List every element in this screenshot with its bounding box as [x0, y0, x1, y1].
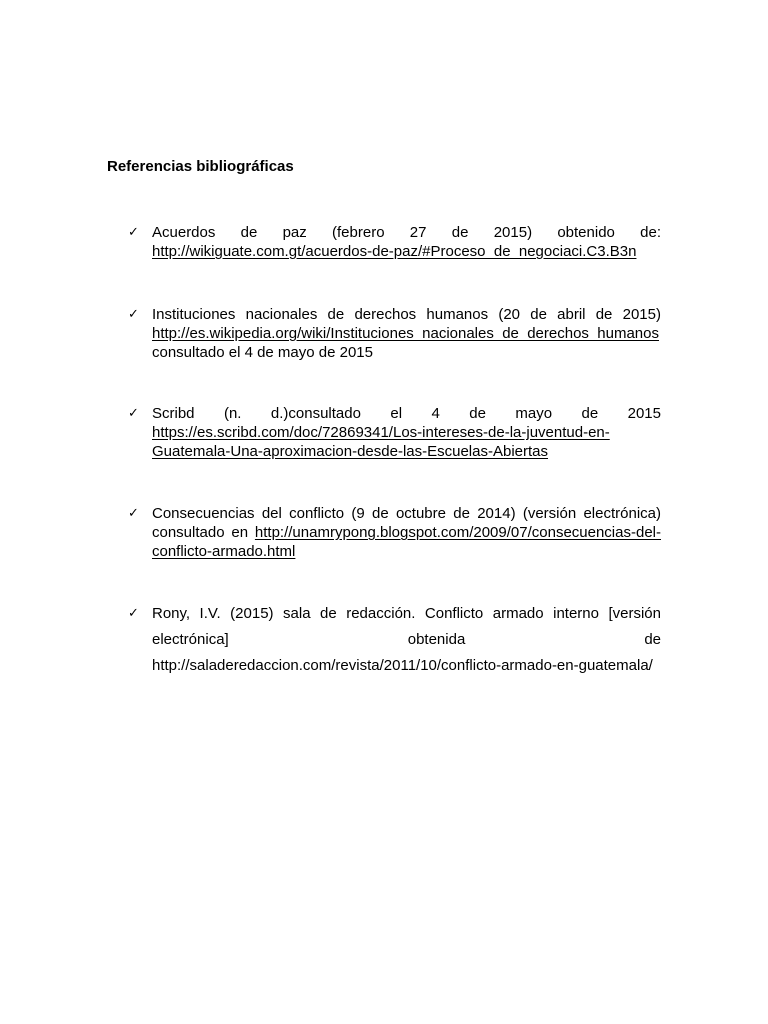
reference-line: Scribd (n. d.)consultado el 4 de mayo de 2015	[152, 405, 661, 422]
reference-link[interactable]: http://wikiguate.com.gt/acuerdos-de-paz/#Proceso_de_negociaci.C3.B3n	[152, 243, 637, 260]
checkmark-icon: ✓	[128, 606, 139, 621]
reference-line: electrónica] obtenida de	[152, 631, 661, 648]
reference-link-line	[152, 542, 661, 561]
checkmark-icon: ✓	[128, 406, 139, 421]
reference-text	[152, 504, 661, 561]
reference-link[interactable]: http://unamrypong.blogspot.com/2009/07/consecuencias-del-	[254, 524, 661, 541]
reference-link-line	[152, 523, 661, 542]
reference-line: Consecuencias del conflicto (9 de octubre de 2014) (versión electrónica)	[152, 505, 661, 522]
reference-link-line	[152, 242, 661, 261]
reference-text	[152, 223, 661, 261]
reference-link[interactable]: https://es.scribd.com/doc/72869341/Los-intereses-de-la-juventud-en-	[152, 424, 610, 441]
reference-line: Acuerdos de paz (febrero 27 de 2015) obtenido de:	[152, 224, 661, 241]
reference-url-text: http://saladeredaccion.com/revista/2011/10/conflicto-armado-en-guatemala/	[152, 657, 653, 674]
checkmark-icon: ✓	[128, 225, 139, 240]
reference-text	[152, 404, 661, 461]
reference-link[interactable]: conflicto-armado.html	[152, 543, 296, 560]
checkmark-icon: ✓	[128, 506, 139, 521]
reference-link[interactable]: Guatemala-Una-aproximacion-desde-las-Escuelas-Abiertas	[152, 443, 549, 460]
reference-text	[152, 305, 661, 362]
reference-link-line	[152, 324, 661, 343]
page-title: Referencias bibliográficas	[107, 158, 294, 175]
reference-text	[152, 601, 661, 679]
reference-link[interactable]: http://es.wikipedia.org/wiki/Instituciones_nacionales_de_derechos_humanos	[152, 325, 659, 342]
reference-prefix: consultado en	[152, 524, 255, 541]
reference-line: Rony, I.V. (2015) sala de redacción. Conflicto armado interno [versión	[152, 605, 661, 622]
reference-line: Instituciones nacionales de derechos humanos (20 de abril de 2015)	[152, 306, 661, 323]
reference-link-line	[152, 423, 661, 442]
reference-link-line	[152, 442, 661, 461]
reference-line: consultado el 4 de mayo de 2015	[152, 344, 373, 361]
checkmark-icon: ✓	[128, 307, 139, 322]
